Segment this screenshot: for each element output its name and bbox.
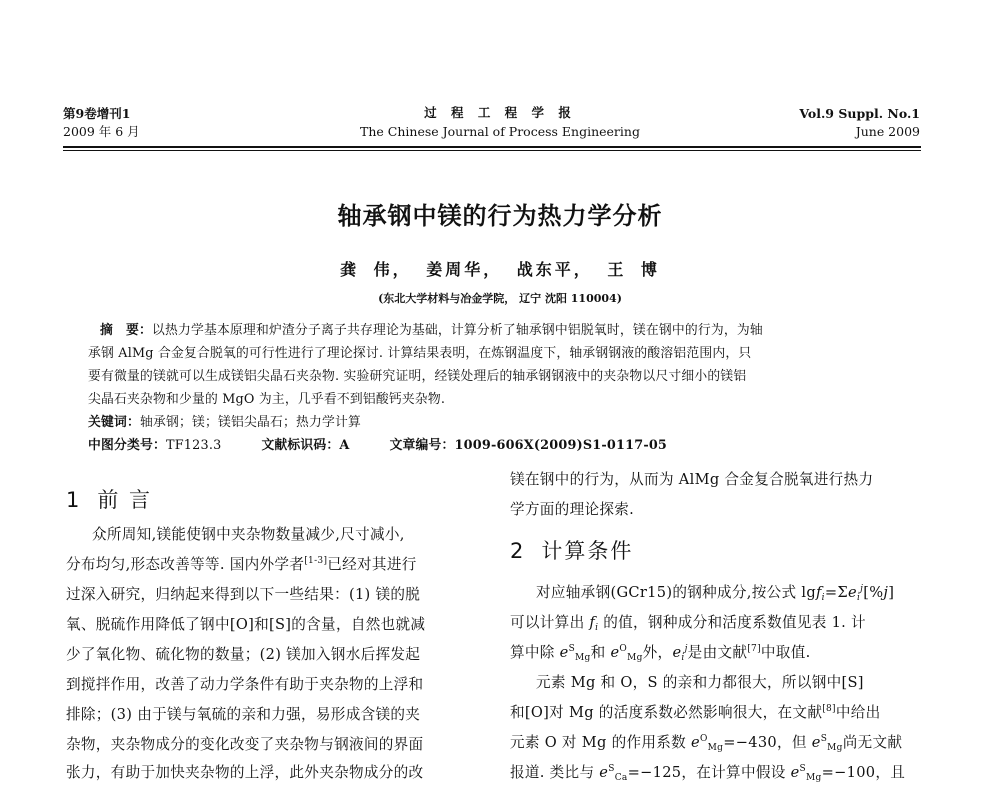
keywords: 关键词：轴承钢；镁；镁铝尖晶石；热力学计算 (88, 415, 361, 430)
s2-line-7: 报道. 类比与 $e^S_{Ca}=-125$，在计算中假设 $e^S_{Mg}=-100$，且 (510, 764, 906, 783)
article-authors: 龚 伟， 姜周华， 战东平， 王 博 (340, 260, 660, 279)
s1-line-4: 氧、脱硫作用降低了钢中[O]和[S]的含量，自然也就减 (66, 616, 426, 633)
s1-line-6: 到搅拌作用，改善了动力学条件有助于夹杂物的上浮和 (66, 676, 424, 693)
s1-line-2: 分布均匀,形态改善等等. 国内外学者[1-3]已经对其进行 (66, 556, 417, 573)
right-line-1: 镁在钢中的行为，从而为 AlMg 合金复合脱氧进行热力 (510, 471, 874, 488)
abstract-line-3: 要有微量的镁就可以生成镁铝尖晶石夹杂物. 实验研究证明，经镁处理后的轴承钢钢液中的夹杂物以尺寸细小的镁铝 (88, 369, 747, 384)
header-issue: 第9卷增刊1 (63, 106, 131, 121)
abstract-label: 摘 要： (100, 323, 152, 338)
s2-line-2: 可以计算出 $f_i$ 的值，钢种成分和活度系数值见表 1. 计 (510, 614, 866, 633)
s2-line-4: 元素 Mg 和 O，S 的亲和力都很大，所以钢中[S] (536, 674, 864, 691)
classification-line: 中图分类号：TF123.3 文献标识码：A 文章编号：1009-606X(2009)S1-0117-05 (88, 438, 668, 453)
header-date-en: June 2009 (855, 124, 920, 139)
right-line-2: 学方面的理论探索. (510, 501, 635, 518)
s2-line-5: 和[O]对 Mg 的活度系数必然影响很大，在文献[8]中给出 (510, 704, 881, 721)
s1-line-9: 张力，有助于加快夹杂物的上浮，此外夹杂物成分的改 (66, 764, 424, 781)
abstract-line-1: 摘 要：以热力学基本原理和炉渣分子离子共存理论为基础，计算分析了轴承钢中铝脱氧时，镁在钢中的行为，为轴 (100, 323, 763, 338)
s1-line-7: 排除；(3) 由于镁与氧硫的亲和力强，易形成含镁的夹 (66, 706, 421, 723)
header-rule-thin (63, 150, 921, 151)
section-2-heading: 2 计算条件 (510, 539, 634, 563)
s2-line-3: 算中除 $e^S_{Mg}$和 $e^O_{Mg}$外，$e_i^j$是由文献[7]中取值. (510, 644, 811, 663)
journal-title-cn: 过 程 工 程 学 报 (424, 105, 576, 120)
journal-title-en: The Chinese Journal of Process Engineering (360, 124, 640, 139)
s1-line-3: 过深入研究，归纳起来得到以下一些结果：(1) 镁的脱 (66, 586, 421, 603)
s1-line-5: 少了氧化物、硫化物的数量；(2) 镁加入钢水后挥发起 (66, 646, 421, 663)
s1-line-8: 杂物，夹杂物成分的变化改变了夹杂物与钢液间的界面 (66, 736, 424, 753)
header-volume: Vol.9 Suppl. No.1 (799, 106, 920, 121)
s2-line-1: 对应轴承钢(GCr15)的钢种成分,按公式 $\lg f_i=\Sigma e_i^j[\%j]$ (536, 584, 895, 603)
abstract-line-4: 尖晶石夹杂物和少量的 MgO 为主，几乎看不到铝酸钙夹杂物. (88, 392, 446, 407)
article-title: 轴承钢中镁的行为热力学分析 (337, 202, 663, 230)
abstract-line-2: 承钢 AlMg 合金复合脱氧的可行性进行了理论探讨. 计算结果表明，在炼钢温度下，轴承钢钢液的酸溶铝范围内，只 (88, 346, 752, 361)
s2-line-6: 元素 O 对 Mg 的作用系数 $e^O_{Mg}=-430$，但 $e^S_{Mg}$尚无文献 (510, 734, 903, 753)
section-1-heading: 1 前 言 (66, 488, 153, 512)
header-rule-thick (63, 146, 921, 148)
s1-line-1: 众所周知,镁能使钢中夹杂物数量减少,尺寸减小, (92, 526, 405, 543)
article-affiliation: (东北大学材料与冶金学院， 辽宁 沈阳 110004) (378, 292, 622, 305)
header-date: 2009 年 6 月 (63, 124, 140, 139)
